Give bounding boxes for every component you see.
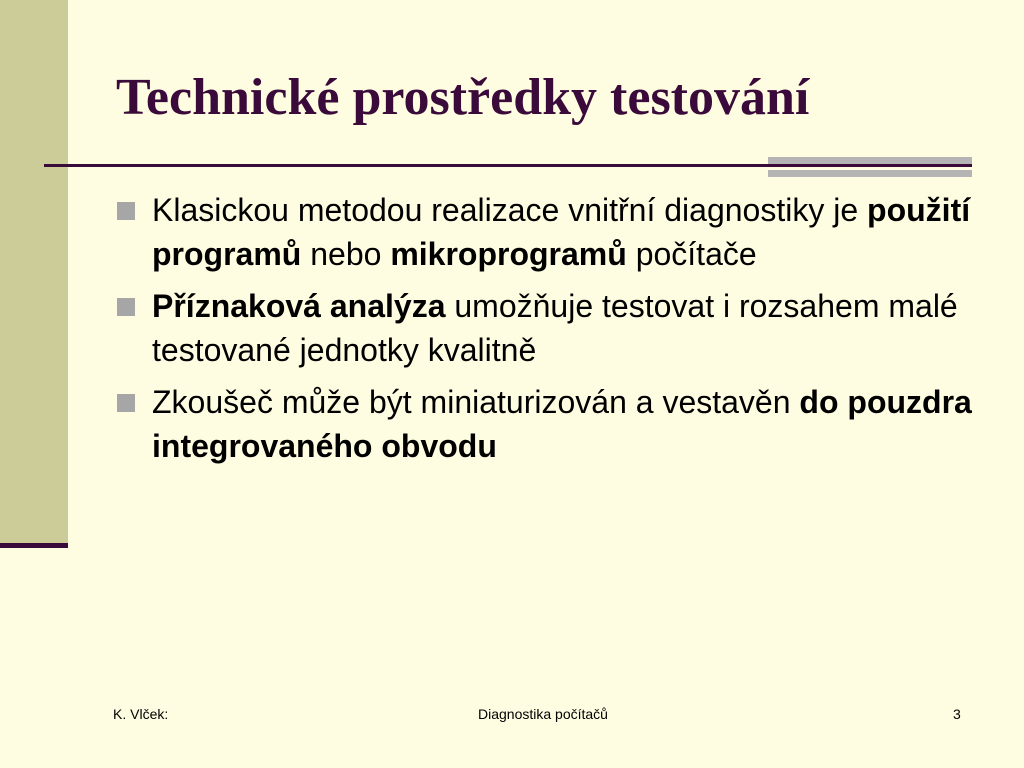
bullet-text-bold-segment: mikroprogramů <box>390 236 627 272</box>
bullet-text-segment: nebo <box>301 236 391 272</box>
title-underline-rule <box>44 164 972 167</box>
footer-page-number: 3 <box>953 706 961 722</box>
bullet-text-bold-segment: do pouzdra integrovaného obvodu <box>152 384 972 464</box>
bullet-item <box>117 284 977 372</box>
bullet-text-bold-segment: Příznaková analýza <box>152 288 446 324</box>
footer-course-title: Diagnostika počítačů <box>478 706 608 722</box>
bullet-text-segment: Klasickou metodou realizace vnitřní diagnostiky je <box>152 192 868 228</box>
square-bullet-icon <box>117 394 135 412</box>
square-bullet-icon <box>117 298 135 316</box>
title-accent-bar-top <box>768 157 972 164</box>
bullet-text-segment: počítače <box>626 236 757 272</box>
bullet-text-segment: umožňuje testovat i rozsahem malé testované jednotky kvalitně <box>152 288 958 368</box>
footer-author: K. Vlček: <box>113 706 169 722</box>
bullet-item <box>117 380 977 468</box>
bullet-item <box>117 188 977 276</box>
bullet-list <box>117 188 977 476</box>
slide-title: Technické prostředky testování <box>116 69 810 126</box>
left-decorative-band <box>0 0 68 544</box>
bullet-text-segment: Zkoušeč může být miniaturizován a vestavěn <box>152 384 800 420</box>
bullet-text-bold-segment: použití programů <box>152 192 971 272</box>
left-band-rule <box>0 543 68 548</box>
title-accent-bar-bottom <box>768 170 972 177</box>
square-bullet-icon <box>117 202 135 220</box>
